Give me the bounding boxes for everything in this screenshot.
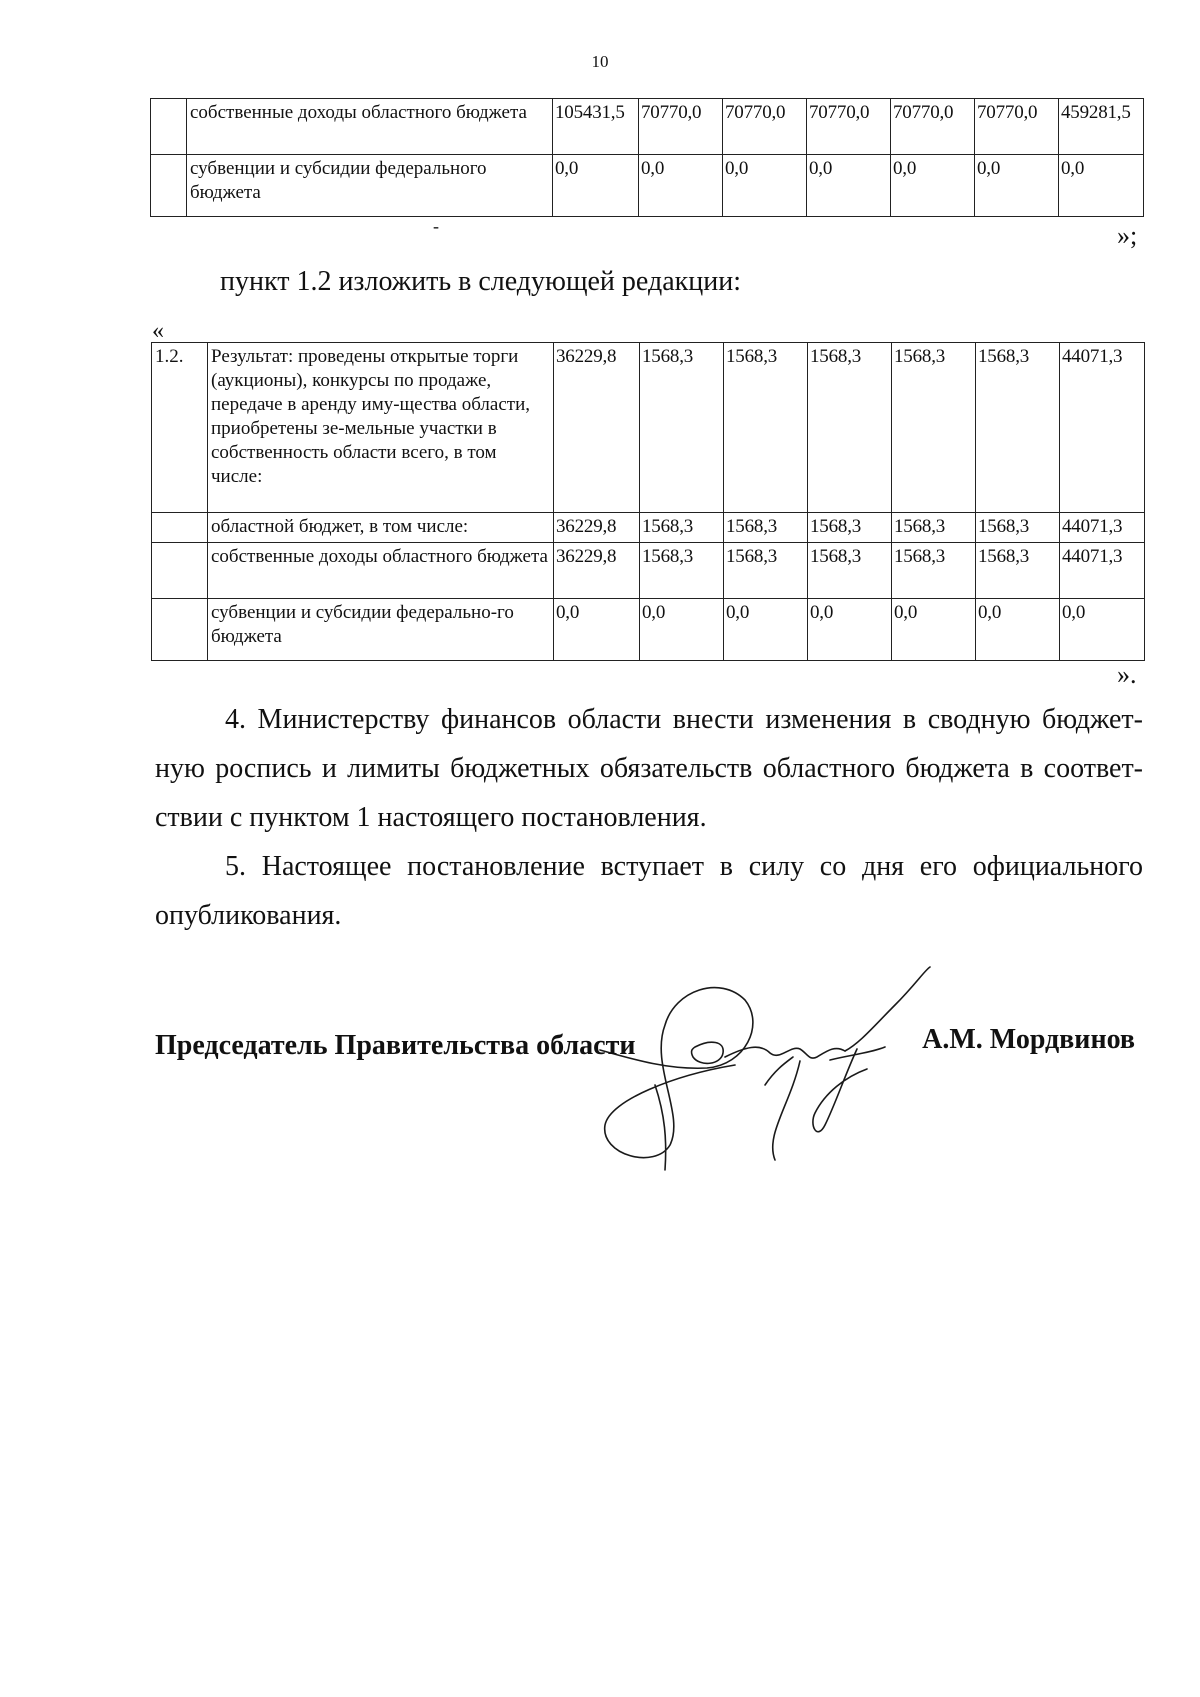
page-number: 10 [591,52,609,71]
table-row [152,599,1145,661]
total-cell: 44071,3 [1060,513,1145,543]
value-cell: 1568,3 [976,543,1060,599]
value-cell: 1568,3 [724,543,808,599]
closing-quote: »; [1117,221,1138,250]
value-cell: 1568,3 [808,343,892,513]
value-cell: 1568,3 [892,343,976,513]
value-cell: 1568,3 [640,343,724,513]
value-cell: 0,0 [975,155,1059,217]
opening-quote: « [152,318,164,344]
row-number: 1.2. [152,343,208,513]
value-cell: 0,0 [724,599,808,661]
row-number [151,155,187,217]
value-cell: 36229,8 [554,513,640,543]
row-label: областной бюджет, в том числе: [208,513,554,543]
row-label: субвенции и субсидии федерального бюджета [187,155,553,217]
paragraph-5: 5. Настоящее постановление вступает в силу со дня его официального опубликования. [155,851,1143,931]
row-label: субвенции и субсидии федерально-го бюджета [208,599,554,661]
signatory-name: А.М. Мордвинов [922,1024,1135,1055]
value-cell: 0,0 [891,155,975,217]
row-number [151,99,187,155]
amendment-intro: пункт 1.2 изложить в следующей редакции: [220,266,741,297]
value-cell: 0,0 [976,599,1060,661]
value-cell: 0,0 [892,599,976,661]
table-continuation [150,98,1144,217]
total-cell: 44071,3 [1060,343,1145,513]
table-row [152,343,1145,513]
row-number [152,543,208,599]
value-cell: 1568,3 [808,543,892,599]
value-cell: 1568,3 [976,343,1060,513]
value-cell: 0,0 [640,599,724,661]
value-cell: 1568,3 [892,513,976,543]
signatory-title: Председатель Правительства области [155,1030,636,1061]
row-label: Результат: проведены открытые торги (аукционы), конкурсы по продаже, передаче в аренду иму-щества области, приобретены зе-мельные участки в собственность области всего, в том числе: [208,343,554,513]
value-cell: 1568,3 [808,513,892,543]
row-label: собственные доходы областного бюджета [208,543,554,599]
value-cell: 0,0 [723,155,807,217]
value-cell: 70770,0 [639,99,723,155]
value-cell: 70770,0 [723,99,807,155]
value-cell: 70770,0 [807,99,891,155]
table-row [152,543,1145,599]
table-row [151,155,1144,217]
value-cell: 70770,0 [975,99,1059,155]
table-item-1-2 [151,342,1145,661]
value-cell: 105431,5 [553,99,639,155]
total-cell: 44071,3 [1060,543,1145,599]
value-cell: 1568,3 [976,513,1060,543]
value-cell: 0,0 [554,599,640,661]
value-cell: 1568,3 [892,543,976,599]
value-cell: 1568,3 [640,513,724,543]
value-cell: 70770,0 [891,99,975,155]
value-cell: 0,0 [807,155,891,217]
row-number [152,599,208,661]
total-cell: 459281,5 [1059,99,1144,155]
signature-block [155,1024,1143,1074]
paragraph-4: 4. Министерству финансов области внести изменения в сводную бюджет-ную роспись и лимиты бюджетных обязательств областного бюджета в соответ-ствии с пунктом 1 настоящего постановления. [155,704,1143,833]
value-cell: 1568,3 [724,513,808,543]
row-label: собственные доходы областного бюджета [187,99,553,155]
total-cell: 0,0 [1060,599,1145,661]
value-cell: 36229,8 [554,343,640,513]
value-cell: 0,0 [808,599,892,661]
row-number [152,513,208,543]
value-cell: 0,0 [639,155,723,217]
table-row [152,513,1145,543]
value-cell: 0,0 [553,155,639,217]
value-cell: 36229,8 [554,543,640,599]
value-cell: 1568,3 [724,343,808,513]
total-cell: 0,0 [1059,155,1144,217]
value-cell: 1568,3 [640,543,724,599]
dash-mark: - [433,216,439,236]
closing-quote: ». [1117,660,1137,689]
table-row [151,99,1144,155]
